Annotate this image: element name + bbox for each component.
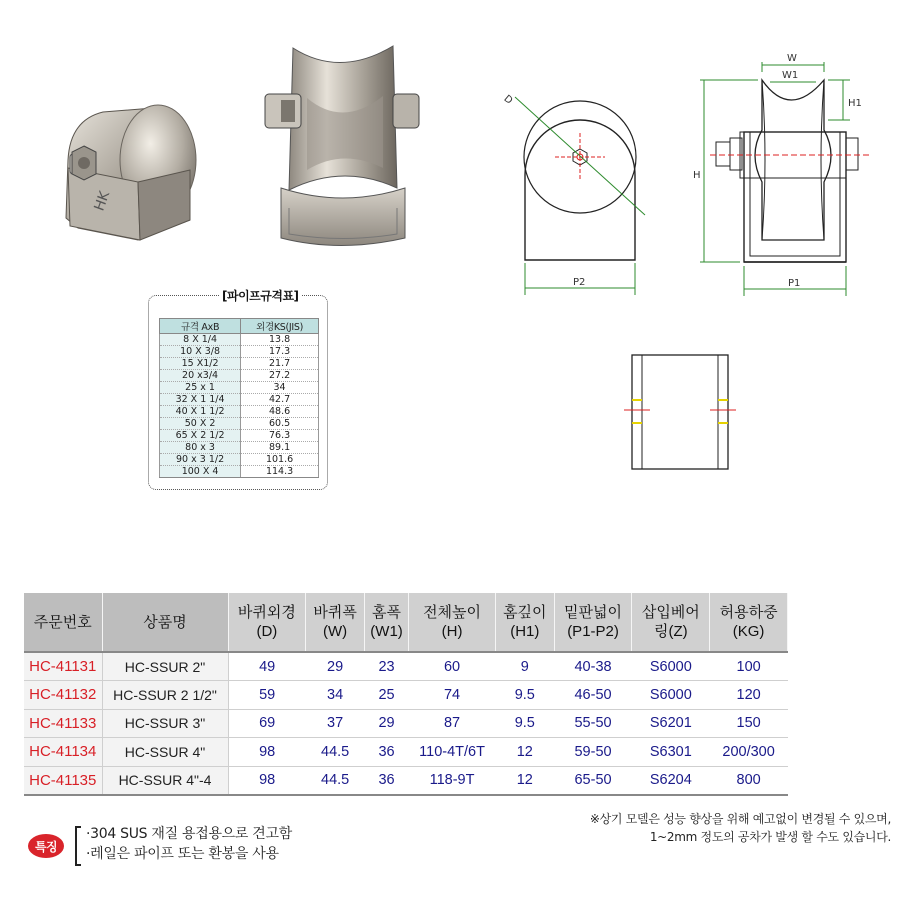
pipe-spec-box: [148, 289, 328, 490]
pipe-spec-row: [160, 442, 319, 454]
pipe-spec-outer-diameter: 89.1: [241, 442, 319, 454]
dim-label-p1: P1: [788, 278, 801, 289]
feature-item: ·레일은 파이프 또는 환봉을 사용: [86, 846, 279, 862]
header-groove-depth-line: (H1): [510, 623, 540, 640]
cell-wheel-width: 44.5: [306, 738, 365, 767]
pipe-spec-row: [160, 466, 319, 478]
cell-load-capacity: 100: [710, 652, 788, 681]
header-load-capacity: [710, 593, 788, 652]
header-groove-width: [364, 593, 408, 652]
cell-total-height: 60: [409, 652, 496, 681]
header-bearing-line: 링(Z): [653, 623, 688, 640]
header-groove-width-line: 홈폭: [372, 604, 402, 621]
cell-wheel-diameter: 69: [228, 709, 306, 738]
header-wheel-diameter-line: (D): [256, 623, 278, 640]
product-photo-small: [58, 90, 208, 250]
header-total-height: [409, 593, 496, 652]
header-product-name-line: 상품명: [143, 613, 187, 631]
cell-bearing: S6301: [632, 738, 710, 767]
pipe-spec-outer-diameter: 114.3: [241, 466, 319, 478]
pipe-spec-outer-diameter: 13.8: [241, 334, 319, 346]
header-base-width-line: 밑판넓이: [564, 604, 623, 621]
product-spec-table: [24, 593, 788, 796]
pipe-spec-row: [160, 394, 319, 406]
front-view-drawing: [690, 50, 890, 300]
pipe-spec-outer-diameter: 76.3: [241, 430, 319, 442]
header-groove-depth: [495, 593, 554, 652]
pipe-spec-size: 65 X 2 1/2: [160, 430, 241, 442]
cell-groove-width: 29: [364, 709, 408, 738]
header-base-width: [554, 593, 632, 652]
cell-order-number: HC-41131: [24, 652, 102, 681]
cell-wheel-diameter: 98: [228, 766, 306, 795]
header-wheel-diameter: [228, 593, 306, 652]
header-wheel-diameter-line: 바퀴외경: [237, 604, 296, 621]
header-load-capacity-line: (KG): [732, 623, 765, 640]
cell-bearing: S6204: [632, 766, 710, 795]
pipe-spec-size: 8 X 1/4: [160, 334, 241, 346]
pipe-header-spec: 규격 AxB: [160, 319, 241, 334]
cell-wheel-width: 34: [306, 681, 365, 710]
cell-total-height: 87: [409, 709, 496, 738]
cell-load-capacity: 120: [710, 681, 788, 710]
pipe-spec-row: [160, 370, 319, 382]
cell-base-width: 59-50: [554, 738, 632, 767]
table-row: [24, 681, 788, 710]
header-bearing: [632, 593, 710, 652]
pipe-spec-size: 40 X 1 1/2: [160, 406, 241, 418]
cell-order-number: HC-41135: [24, 766, 102, 795]
cell-wheel-width: 44.5: [306, 766, 365, 795]
cell-load-capacity: 200/300: [710, 738, 788, 767]
header-order-number-line: 주문번호: [33, 613, 92, 631]
pipe-spec-row: [160, 430, 319, 442]
pipe-spec-outer-diameter: 21.7: [241, 358, 319, 370]
cell-product-name: HC-SSUR 4"-4: [102, 766, 228, 795]
pipe-spec-size: 90 x 3 1/2: [160, 454, 241, 466]
cell-groove-width: 36: [364, 766, 408, 795]
header-groove-width-line: (W1): [370, 623, 403, 640]
cell-base-width: 65-50: [554, 766, 632, 795]
cell-groove-depth: 12: [495, 766, 554, 795]
pipe-spec-row: [160, 382, 319, 394]
pipe-spec-outer-diameter: 60.5: [241, 418, 319, 430]
cell-order-number: HC-41133: [24, 709, 102, 738]
pipe-spec-row: [160, 334, 319, 346]
header-product-name: [102, 593, 228, 652]
cell-groove-depth: 12: [495, 738, 554, 767]
notice-line-1: ※상기 모델은 성능 향상을 위해 예고없이 변경될 수 있으며,: [589, 812, 891, 826]
dim-label-h: H: [693, 170, 701, 181]
feature-item: ·304 SUS 재질 용접용으로 견고함: [86, 826, 292, 842]
header-wheel-width-line: (W): [323, 623, 348, 640]
pipe-spec-row: [160, 454, 319, 466]
cell-load-capacity: 150: [710, 709, 788, 738]
cell-wheel-diameter: 59: [228, 681, 306, 710]
photo-logo-mark: HK: [91, 189, 114, 214]
feature-badge: 특징: [28, 834, 64, 858]
cell-product-name: HC-SSUR 4": [102, 738, 228, 767]
dim-label-w1: W1: [782, 70, 799, 81]
pipe-spec-size: 25 x 1: [160, 382, 241, 394]
pipe-spec-outer-diameter: 48.6: [241, 406, 319, 418]
notice-text: [590, 810, 891, 846]
table-row: [24, 709, 788, 738]
pipe-spec-size: 100 X 4: [160, 466, 241, 478]
feature-bracket: [75, 826, 81, 866]
header-wheel-width: [306, 593, 365, 652]
pipe-spec-outer-diameter: 27.2: [241, 370, 319, 382]
dim-label-h1: H1: [848, 98, 862, 109]
cell-groove-depth: 9.5: [495, 709, 554, 738]
bottom-view-drawing: [620, 345, 740, 475]
pipe-spec-size: 15 X1/2: [160, 358, 241, 370]
product-photo-large: [245, 38, 430, 253]
pipe-spec-size: 50 X 2: [160, 418, 241, 430]
pipe-spec-outer-diameter: 17.3: [241, 346, 319, 358]
dim-label-d: D: [501, 93, 515, 107]
pipe-spec-title: [파이프규격표]: [219, 287, 302, 304]
pipe-spec-row: [160, 406, 319, 418]
pipe-spec-outer-diameter: 42.7: [241, 394, 319, 406]
cell-groove-depth: 9.5: [495, 681, 554, 710]
pipe-spec-size: 80 x 3: [160, 442, 241, 454]
cell-groove-width: 36: [364, 738, 408, 767]
pipe-spec-row: [160, 346, 319, 358]
cell-total-height: 74: [409, 681, 496, 710]
header-base-width-line: (P1-P2): [567, 623, 619, 640]
cell-wheel-width: 29: [306, 652, 365, 681]
pipe-spec-size: 20 x3/4: [160, 370, 241, 382]
cell-groove-width: 25: [364, 681, 408, 710]
cell-product-name: HC-SSUR 3": [102, 709, 228, 738]
header-groove-depth-line: 홈깊이: [503, 604, 547, 621]
cell-order-number: HC-41134: [24, 738, 102, 767]
header-total-height-line: (H): [441, 623, 463, 640]
pipe-spec-outer-diameter: 34: [241, 382, 319, 394]
cell-wheel-width: 37: [306, 709, 365, 738]
pipe-spec-size: 10 X 3/8: [160, 346, 241, 358]
pipe-spec-table: [159, 318, 319, 478]
feature-list: [86, 824, 292, 864]
header-wheel-width-line: 바퀴폭: [313, 604, 357, 621]
cell-groove-width: 23: [364, 652, 408, 681]
cell-base-width: 40-38: [554, 652, 632, 681]
header-total-height-line: 전체높이: [423, 604, 482, 621]
table-row: [24, 652, 788, 681]
header-load-capacity-line: 허용하중: [719, 604, 778, 621]
cell-bearing: S6000: [632, 681, 710, 710]
side-view-drawing: [495, 85, 670, 300]
cell-total-height: 118-9T: [409, 766, 496, 795]
dim-label-p2: P2: [573, 277, 586, 288]
dim-label-w: W: [787, 53, 797, 64]
cell-groove-depth: 9: [495, 652, 554, 681]
table-row: [24, 738, 788, 767]
header-order-number: [24, 593, 102, 652]
pipe-header-od: 외경KS(JIS): [241, 319, 319, 334]
cell-wheel-diameter: 49: [228, 652, 306, 681]
cell-order-number: HC-41132: [24, 681, 102, 710]
cell-bearing: S6000: [632, 652, 710, 681]
pipe-spec-row: [160, 418, 319, 430]
cell-wheel-diameter: 98: [228, 738, 306, 767]
cell-bearing: S6201: [632, 709, 710, 738]
cell-total-height: 110-4T/6T: [409, 738, 496, 767]
pipe-spec-size: 32 X 1 1/4: [160, 394, 241, 406]
cell-load-capacity: 800: [710, 766, 788, 795]
table-row: [24, 766, 788, 795]
pipe-spec-outer-diameter: 101.6: [241, 454, 319, 466]
cell-base-width: 55-50: [554, 709, 632, 738]
cell-base-width: 46-50: [554, 681, 632, 710]
cell-product-name: HC-SSUR 2": [102, 652, 228, 681]
cell-product-name: HC-SSUR 2 1/2": [102, 681, 228, 710]
header-bearing-line: 삽입베어: [641, 604, 700, 621]
notice-line-2: 1~2mm 정도의 공차가 발생 할 수도 있습니다.: [649, 830, 891, 844]
pipe-spec-row: [160, 358, 319, 370]
